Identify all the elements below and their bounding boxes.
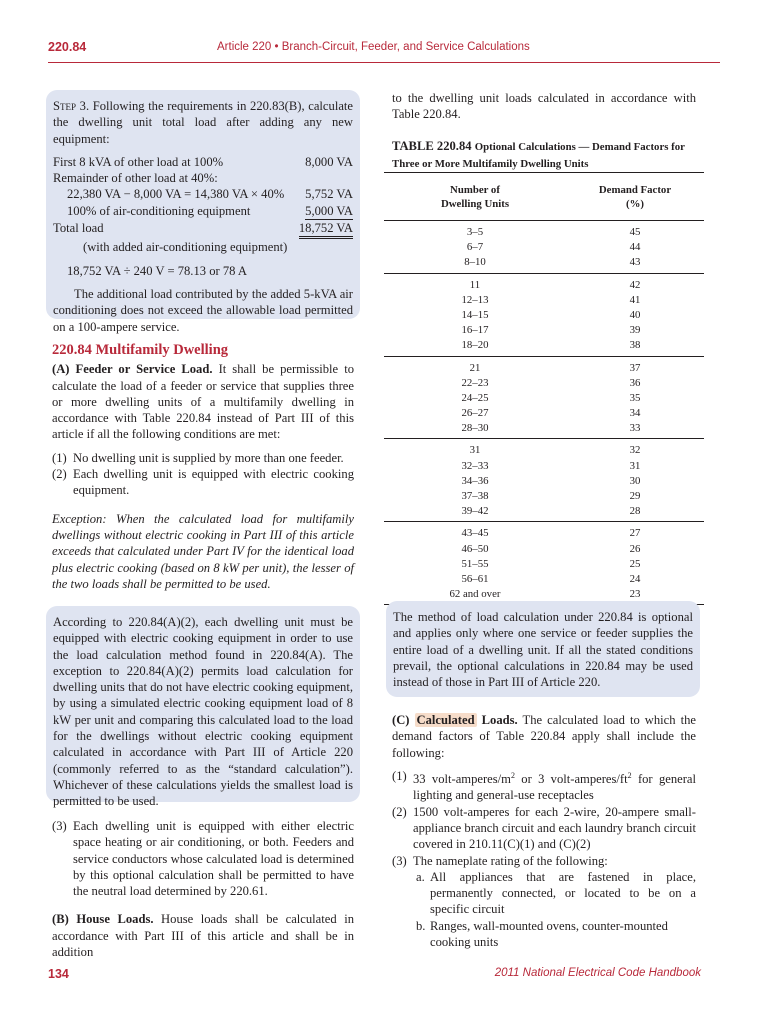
table-row [384,278,704,293]
section-title: 220.84 Multifamily Dwelling [52,342,229,358]
table-number: TABLE 220.84 [392,139,472,153]
step-box [46,90,360,334]
header-article-title: Article 220 • Branch-Circuit, Feeder, and Service Calculations [217,41,530,53]
table-caption-text: Optional Calculations — Demand Factors for Three or More Multifamily Dwelling Units [392,141,685,171]
cell-dwelling-units: 32–33 [461,459,489,472]
cell-dwelling-units: 16–17 [461,324,489,337]
cell-demand-factor: 33 [629,422,641,435]
house-loads-continued: to the dwelling unit loads calculated in accordance with Table 220.84. [392,91,696,122]
cell-demand-factor: 25 [629,557,641,570]
cell-dwelling-units: 6–7 [466,241,484,254]
table-row [384,459,704,474]
table-row-group [384,357,704,440]
calc-result: 18,752 VA ÷ 240 V = 78.13 or 78 A [67,263,247,278]
table-row [384,225,704,240]
step-intro: Step 3. Following the requirements in 220.83(B), calculate the dwelling unit total load after adding any new equipment: [53,99,353,146]
cell-demand-factor: 23 [629,588,641,601]
table-header [384,172,704,221]
step-label: Step [53,99,77,113]
table-row [384,557,704,572]
cell-demand-factor: 45 [629,226,641,238]
cell-demand-factor: 39 [629,324,641,337]
table-row [384,443,704,458]
cell-dwelling-units: 14–15 [461,308,489,321]
cell-demand-factor: 30 [629,474,641,487]
cell-dwelling-units: 34–36 [461,474,489,487]
table-row [384,526,704,541]
cell-demand-factor: 27 [629,527,641,540]
demand-factor-table [384,172,704,605]
cell-demand-factor: 44 [629,241,641,254]
house-loads-para: (B) House Loads. House loads shall be calculated in accordance with Part III of this article and shall be in addition [52,912,354,960]
col-header-units: Number of Dwelling Units [440,183,510,210]
list-item: (3) The nameplate rating of the following: [392,853,608,868]
cell-demand-factor: 42 [629,278,641,291]
table-row [384,323,704,338]
cell-dwelling-units: 18–20 [461,339,489,352]
cell-dwelling-units: 22–23 [461,376,489,389]
page-header [48,40,728,58]
cell-dwelling-units: 31 [469,444,481,457]
table-caption [392,138,702,173]
calc-row: 22,380 VA − 8,000 VA = 14,380 VA × 40% 5,752 VA [67,187,353,202]
table-row-group [384,522,704,605]
cell-demand-factor: 36 [629,376,641,389]
calculated-loads-para: (C) Calculated Loads. The calculated load to which the demand factors of Table 220.84 apply shall include the following: [392,713,696,760]
cell-dwelling-units: 43–45 [461,527,489,540]
table-row [384,542,704,557]
cell-dwelling-units: 12–13 [461,293,489,306]
cell-dwelling-units: 46–50 [461,542,489,555]
table-row-group [384,274,704,357]
table-row [384,504,704,519]
feeder-service-load-para: (A) Feeder or Service Load. It shall be permissible to calculate the load of a feeder or service that supplies three or more dwelling units of a multifamily dwelling in accordance with Table 220.84 instead of Part III of this article if all the following conditions are met: [52,362,354,442]
cell-demand-factor: 32 [629,444,641,457]
cell-dwelling-units: 24–25 [461,391,489,404]
cell-dwelling-units: 56–61 [461,572,489,585]
cell-dwelling-units: 26–27 [461,407,489,420]
commentary-text: The method of load calculation under 220.84 is optional and applies only where one service or feeder supplies the entire load of a dwelling unit. If all the stated conditions prevail, the optional calculations in 220.84 may be used instead of those in Part III of Article 220. [393,610,693,690]
cell-demand-factor: 24 [629,572,641,585]
table-row-group [384,439,704,522]
cell-demand-factor: 40 [629,308,641,321]
list-item: (1) 33 volt-$amperes/m^2$ or 3 volt-$amperes/ft^2$ for general lighting and general-use receptacles [392,768,696,803]
cell-dwelling-units: 21 [469,361,481,374]
calc-row: First 8 kVA of other load at 100% 8,000 VA [53,154,353,169]
commentary-box-2 [386,601,700,697]
cell-demand-factor: 28 [629,505,641,518]
section-220-84 [52,342,354,592]
header-rule [48,62,720,63]
table-row [384,240,704,255]
cell-dwelling-units: 28–30 [461,422,489,435]
list-item: (3) Each dwelling unit is equipped with either electric space heating or air conditioning, or both. Feeders and service conductors whose calculated load is determined by this optional calculation shall be permitted to have the neutral load determined by 220.61. [52,819,354,899]
cell-demand-factor: 37 [629,361,641,374]
step-conclusion: The additional load contributed by the added 5-kVA air conditioning does not exceed the allowable load permitted on a 100-ampere service. [53,286,353,334]
cell-demand-factor: 41 [629,293,641,306]
table-row [384,308,704,323]
cell-dwelling-units: 62 and over [449,588,501,601]
table-row-group [384,221,704,274]
table-row [384,489,704,504]
cell-dwelling-units: 51–55 [461,557,489,570]
table-row [384,361,704,376]
cell-demand-factor: 26 [629,542,641,555]
table-row [384,474,704,489]
page-number: 134 [48,967,69,981]
list-item: (2) 1500 volt-amperes for each 2-wire, 20-ampere small-appliance branch circuit and each laundry branch circuit covered in 210.11(C)(1) and (C)(2) [392,804,696,852]
cell-demand-factor: 29 [629,490,641,502]
table-row [384,421,704,436]
cell-demand-factor: 43 [629,256,641,269]
table-row [384,255,704,270]
cell-dwelling-units: 39–42 [461,505,489,518]
cell-demand-factor: 34 [629,407,641,420]
table-row [384,338,704,353]
calc-row: (with added air-conditioning equipment) [83,240,288,255]
table-row [384,406,704,421]
calc-row: Remainder of other load at 40%: [53,171,218,186]
cell-demand-factor: 38 [629,339,641,352]
cell-dwelling-units: 37–38 [461,490,489,502]
table-row [384,391,704,406]
left-bottom-text [52,818,354,960]
calculated-loads [392,712,696,950]
table-row [384,572,704,587]
table-row [384,376,704,391]
highlighted-term: Calculated [416,713,475,727]
commentary-text: According to 220.84(A)(2), each dwelling unit must be equipped with electric cooking equipment in order to use the load calculation method found in 220.84(A). The exception to 220.84(A)(2) permits load calculation for dwelling units that do not have electric cooking equipment, by using a simulated electric cooking equipment load of 8 kW per unit and comparing this calculated load to the load for the dwellings without electric cooking equipment calculated in accordance with Part III of Article 220 (commonly referred to as the “standard calculation”). Whichever of these calculations yields the smallest load is permitted to be used. [53,615,353,809]
table-row [384,293,704,308]
sub-list-item: b. Ranges, wall-mounted ovens, counter-mounted cooking units [416,918,668,950]
exception-text: Exception: When the calculated load for multifamily dwellings without electric cooking in Part III of this article exceeds that calculated under Part IV for the identical load plus electric cooking (based on 8 kW per unit), the lesser of the two loads shall be permitted to be used. [52,511,354,591]
cell-demand-factor: 31 [629,459,641,472]
cell-dwelling-units: 11 [469,278,481,291]
cell-dwelling-units: 3–5 [466,226,484,238]
calc-row: 100% of air-conditioning equipment 5,000 VA [53,203,353,220]
calc-row: Total load 18,752 VA [53,220,353,239]
commentary-box-1 [46,606,360,809]
header-section-number: 220.84 [48,40,87,54]
footer-book-title: 2011 National Electrical Code Handbook [494,967,701,979]
cell-dwelling-units: 8–10 [464,256,486,269]
col-header-demand: Demand Factor (%) [598,183,672,210]
cell-demand-factor: 35 [629,391,641,404]
list-item: (1) No dwelling unit is supplied by more than one feeder. [52,450,344,465]
sub-list-item: a. All appliances that are fastened in place, permanently connected, or located to be on a specific circuit [416,869,696,917]
list-item: (2) Each dwelling unit is equipped with electric cooking equipment. [52,467,354,498]
